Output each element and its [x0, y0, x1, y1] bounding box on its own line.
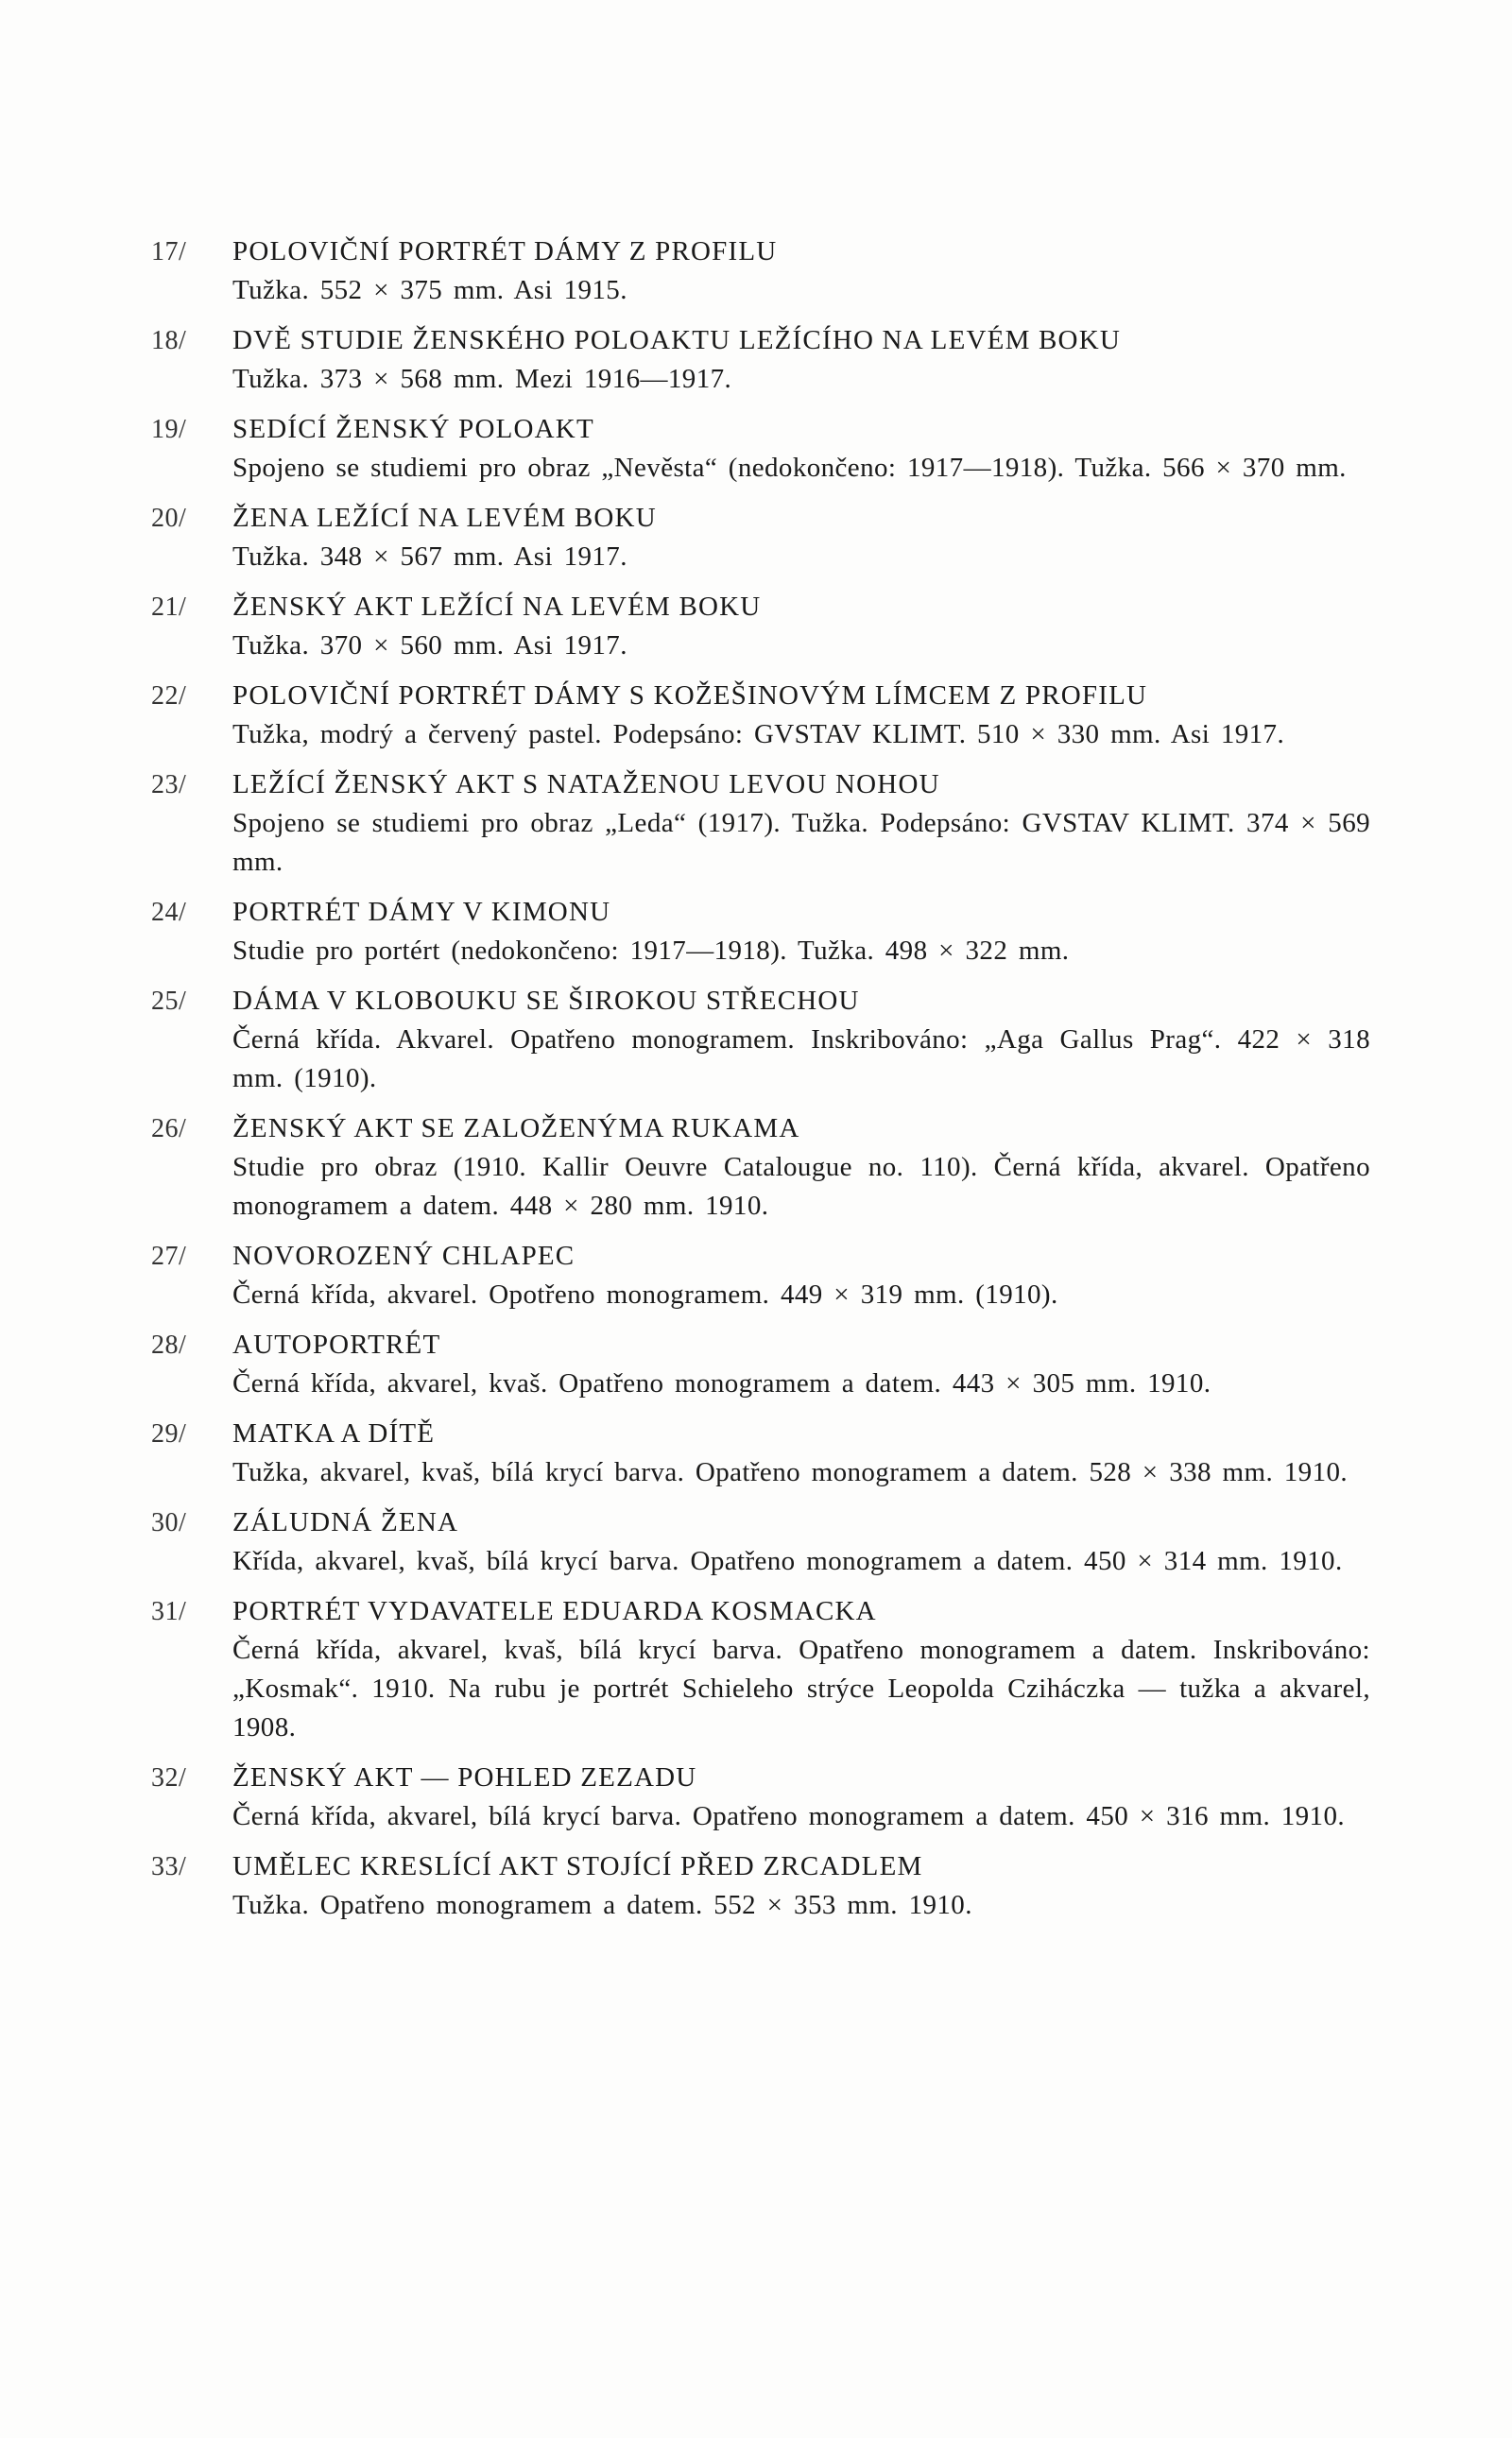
entry-number: 19/ — [151, 415, 187, 444]
entry-number: 27/ — [151, 1242, 187, 1271]
entry-number: 33/ — [151, 1852, 187, 1881]
entry-title: DÁMA V KLOBOUKU SE ŠIROKOU STŘECHOU — [232, 986, 860, 1016]
entry-number: 28/ — [151, 1331, 187, 1360]
entry-description: Studie pro portért (nedokončeno: 1917—1918). Tužka. 498 × 322 mm. — [232, 936, 1070, 966]
entry-description: Černá křída, akvarel, kvaš. Opatřeno monogramem a datem. 443 × 305 mm. 1910. — [232, 1368, 1211, 1399]
catalog-entry — [151, 1592, 1370, 1747]
catalog-entry — [151, 1847, 1370, 1925]
entry-number: 18/ — [151, 326, 187, 355]
entry-number: 31/ — [151, 1597, 187, 1626]
entry-description: Tužka, akvarel, kvaš, bílá krycí barva. Opatřeno monogramem a datem. 528 × 338 mm. 1910. — [232, 1457, 1349, 1487]
entry-description: Křída, akvarel, kvaš, bílá krycí barva. Opatřeno monogramem a datem. 450 × 314 mm. 1910. — [232, 1546, 1343, 1576]
entry-title: LEŽÍCÍ ŽENSKÝ AKT S NATAŽENOU LEVOU NOHOU — [232, 769, 940, 799]
entry-title: AUTOPORTRÉT — [232, 1330, 441, 1360]
entry-description: Tužka. Opatřeno monogramem a datem. 552 × 353 mm. 1910. — [232, 1890, 972, 1920]
catalog-list — [151, 232, 1370, 1936]
entry-number: 29/ — [151, 1419, 187, 1449]
entry-title: UMĚLEC KRESLÍCÍ AKT STOJÍCÍ PŘED ZRCADLEM — [232, 1851, 923, 1881]
entry-title: ŽENSKÝ AKT SE ZALOŽENÝMA RUKAMA — [232, 1113, 800, 1143]
entry-number: 20/ — [151, 504, 187, 533]
catalog-entry — [151, 677, 1370, 754]
catalog-entry — [151, 232, 1370, 310]
entry-title: POLOVIČNÍ PORTRÉT DÁMY S KOŽEŠINOVÝM LÍMCEM Z PROFILU — [232, 680, 1148, 711]
catalog-entry — [151, 588, 1370, 665]
entry-title: ŽENSKÝ AKT LEŽÍCÍ NA LEVÉM BOKU — [232, 592, 762, 622]
entry-description: Tužka, modrý a červený pastel. Podepsáno: GVSTAV KLIMT. 510 × 330 mm. Asi 1917. — [232, 719, 1285, 749]
entry-number: 30/ — [151, 1508, 187, 1537]
entry-number: 26/ — [151, 1114, 187, 1143]
entry-description: Tužka. 373 × 568 mm. Mezi 1916—1917. — [232, 364, 732, 394]
entry-title: PORTRÉT VYDAVATELE EDUARDA KOSMACKA — [232, 1596, 877, 1626]
entry-title: DVĚ STUDIE ŽENSKÉHO POLOAKTU LEŽÍCÍHO NA LEVÉM BOKU — [232, 325, 1121, 355]
entry-number: 17/ — [151, 237, 187, 266]
entry-title: POLOVIČNÍ PORTRÉT DÁMY Z PROFILU — [232, 236, 778, 266]
entry-description: Spojeno se studiemi pro obraz „Nevěsta“ (nedokončeno: 1917—1918). Tužka. 566 × 370 mm. — [232, 453, 1347, 483]
catalog-entry — [151, 1415, 1370, 1492]
entry-description: Černá křída. Akvarel. Opatřeno monogramem. Inskribováno: „Aga Gallus Prag“. 422 × 318 mm. (1910). — [232, 1024, 1370, 1093]
catalog-entry — [151, 1503, 1370, 1581]
entry-description: Spojeno se studiemi pro obraz „Leda“ (1917). Tužka. Podepsáno: GVSTAV KLIMT. 374 × 569 mm. — [232, 808, 1370, 877]
catalog-entry — [151, 765, 1370, 882]
entry-title: SEDÍCÍ ŽENSKÝ POLOAKT — [232, 414, 594, 444]
entry-description: Tužka. 370 × 560 mm. Asi 1917. — [232, 630, 627, 661]
entry-title: ZÁLUDNÁ ŽENA — [232, 1507, 459, 1537]
entry-description: Tužka. 348 × 567 mm. Asi 1917. — [232, 541, 627, 572]
catalog-entry — [151, 499, 1370, 576]
entry-description: Černá křída, akvarel. Opotřeno monogramem. 449 × 319 mm. (1910). — [232, 1279, 1058, 1310]
entry-number: 24/ — [151, 898, 187, 927]
catalog-entry — [151, 321, 1370, 399]
catalog-entry — [151, 410, 1370, 488]
catalog-entry — [151, 1326, 1370, 1403]
catalog-entry — [151, 982, 1370, 1098]
entry-number: 22/ — [151, 681, 187, 711]
catalog-entry — [151, 1237, 1370, 1314]
entry-description: Černá křída, akvarel, bílá krycí barva. Opatřeno monogramem a datem. 450 × 316 mm. 1910. — [232, 1801, 1346, 1831]
entry-number: 21/ — [151, 592, 187, 622]
entry-title: ŽENSKÝ AKT — POHLED ZEZADU — [232, 1762, 697, 1793]
entry-description: Tužka. 552 × 375 mm. Asi 1915. — [232, 275, 627, 305]
entry-title: ŽENA LEŽÍCÍ NA LEVÉM BOKU — [232, 503, 657, 533]
entry-number: 32/ — [151, 1763, 187, 1793]
entry-description: Černá křída, akvarel, kvaš, bílá krycí barva. Opatřeno monogramem a datem. Inskribováno: „Kosmak“. 1910. Na rubu je portrét Schieleho strýce Leopolda Cziháczka — tužka a akvarel, 1908. — [232, 1635, 1370, 1743]
entry-title: PORTRÉT DÁMY V KIMONU — [232, 897, 611, 927]
entry-title: MATKA A DÍTĚ — [232, 1418, 436, 1449]
catalog-entry — [151, 1109, 1370, 1226]
entry-title: NOVOROZENÝ CHLAPEC — [232, 1241, 576, 1271]
catalog-entry — [151, 1759, 1370, 1836]
entry-number: 23/ — [151, 770, 187, 799]
entry-description: Studie pro obraz (1910. Kallir Oeuvre Catalougue no. 110). Černá křída, akvarel. Opatřeno monogramem a datem. 448 × 280 mm. 1910. — [232, 1152, 1370, 1221]
entry-number: 25/ — [151, 987, 187, 1016]
catalog-entry — [151, 893, 1370, 970]
